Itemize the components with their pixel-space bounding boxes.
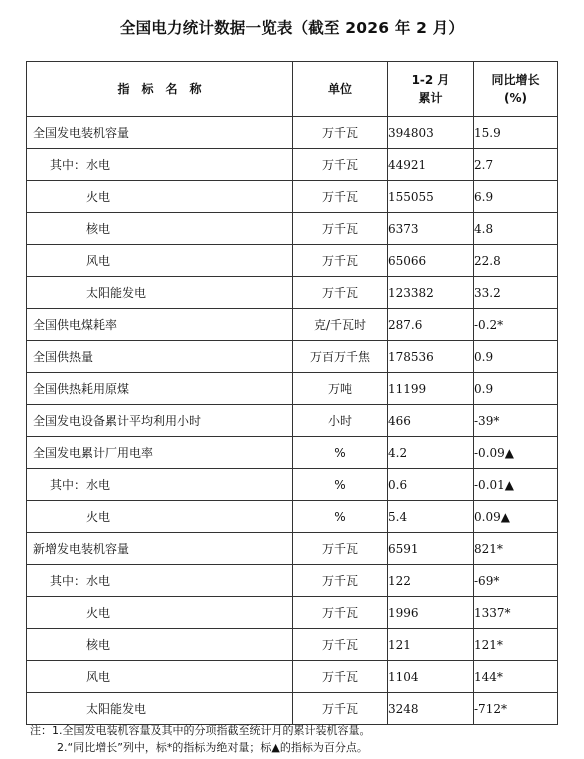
table-row — [27, 597, 558, 629]
indicator-name — [27, 661, 293, 693]
indicator-name-text: 新增发电装机容量 — [33, 542, 130, 556]
footnotes — [30, 722, 570, 756]
indicator-name-text: 其中：水电 — [50, 478, 111, 492]
cumulative-value: 1996 — [388, 597, 474, 629]
table-row — [27, 213, 558, 245]
unit-cell: % — [293, 501, 388, 533]
indicator-name-text: 全国供热量 — [33, 350, 94, 364]
indicator-name — [27, 309, 293, 341]
unit-cell: 小时 — [293, 405, 388, 437]
cumulative-value: 394803 — [388, 117, 474, 149]
yoy-value: -712* — [474, 693, 558, 725]
indicator-name — [27, 149, 293, 181]
table-row — [27, 661, 558, 693]
indicator-name — [27, 245, 293, 277]
unit-cell: 万千瓦 — [293, 533, 388, 565]
table-row — [27, 245, 558, 277]
cumulative-value: 121 — [388, 629, 474, 661]
table-row — [27, 149, 558, 181]
table-row — [27, 533, 558, 565]
yoy-value: 121* — [474, 629, 558, 661]
indicator-name — [27, 341, 293, 373]
cumulative-value: 155055 — [388, 181, 474, 213]
yoy-value: 4.8 — [474, 213, 558, 245]
table-row — [27, 181, 558, 213]
table-row — [27, 469, 558, 501]
table-row — [27, 117, 558, 149]
yoy-value: 1337* — [474, 597, 558, 629]
yoy-value: 15.9 — [474, 117, 558, 149]
indicator-name — [27, 277, 293, 309]
indicator-name — [27, 437, 293, 469]
indicator-name — [27, 501, 293, 533]
yoy-value: -0.09▲ — [474, 437, 558, 469]
cumulative-value: 65066 — [388, 245, 474, 277]
unit-cell: 万千瓦 — [293, 245, 388, 277]
indicator-name-text: 风电 — [86, 670, 111, 684]
cumulative-value: 287.6 — [388, 309, 474, 341]
table-row — [27, 373, 558, 405]
table-row — [27, 277, 558, 309]
cumulative-value: 3248 — [388, 693, 474, 725]
table-row — [27, 501, 558, 533]
cumulative-value: 5.4 — [388, 501, 474, 533]
indicator-name — [27, 213, 293, 245]
indicator-name-text: 太阳能发电 — [86, 286, 147, 300]
cumulative-value: 178536 — [388, 341, 474, 373]
header-indicator-name: 指 标 名 称 — [27, 62, 293, 117]
table-row — [27, 693, 558, 725]
indicator-name — [27, 693, 293, 725]
yoy-value: 33.2 — [474, 277, 558, 309]
table-row — [27, 405, 558, 437]
indicator-name — [27, 629, 293, 661]
indicator-name-text: 太阳能发电 — [86, 702, 147, 716]
indicator-name-text: 火电 — [86, 510, 111, 524]
indicator-name-text: 核电 — [86, 638, 111, 652]
indicator-name — [27, 181, 293, 213]
header-cumulative: 1-2 月 累计 — [388, 62, 474, 117]
table-row — [27, 341, 558, 373]
unit-cell: 万千瓦 — [293, 181, 388, 213]
yoy-value: -69* — [474, 565, 558, 597]
cumulative-value: 1104 — [388, 661, 474, 693]
yoy-value: 2.7 — [474, 149, 558, 181]
yoy-value: -0.01▲ — [474, 469, 558, 501]
unit-cell: 万千瓦 — [293, 693, 388, 725]
unit-cell: 万吨 — [293, 373, 388, 405]
table-row — [27, 309, 558, 341]
table-row — [27, 437, 558, 469]
footnote-2: 2.“同比增长”列中，标*的指标为绝对量；标▲的指标为百分点。 — [57, 741, 368, 754]
indicator-name — [27, 373, 293, 405]
unit-cell: 克/千瓦时 — [293, 309, 388, 341]
yoy-value: 821* — [474, 533, 558, 565]
indicator-name-text: 其中：水电 — [50, 574, 111, 588]
yoy-value: 0.9 — [474, 373, 558, 405]
indicator-name-text: 火电 — [86, 606, 111, 620]
header-yoy: 同比增长 (%) — [474, 62, 558, 117]
yoy-value: 22.8 — [474, 245, 558, 277]
unit-cell: 万百万千焦 — [293, 341, 388, 373]
unit-cell: 万千瓦 — [293, 117, 388, 149]
unit-cell: 万千瓦 — [293, 277, 388, 309]
indicator-name-text: 全国发电装机容量 — [33, 126, 130, 140]
page-title: 全国电力统计数据一览表（截至 2026 年 2 月） — [119, 19, 465, 37]
yoy-value: 0.09▲ — [474, 501, 558, 533]
cumulative-value: 4.2 — [388, 437, 474, 469]
cumulative-value: 6591 — [388, 533, 474, 565]
unit-cell: 万千瓦 — [293, 565, 388, 597]
cumulative-value: 6373 — [388, 213, 474, 245]
unit-cell: % — [293, 437, 388, 469]
yoy-value: 0.9 — [474, 341, 558, 373]
indicator-name-text: 火电 — [86, 190, 111, 204]
header-unit: 单位 — [293, 62, 388, 117]
table-row — [27, 629, 558, 661]
cumulative-value: 44921 — [388, 149, 474, 181]
cumulative-value: 123382 — [388, 277, 474, 309]
table-body — [27, 117, 558, 725]
statistics-table — [26, 61, 558, 725]
cumulative-value: 122 — [388, 565, 474, 597]
table-row — [27, 565, 558, 597]
indicator-name — [27, 117, 293, 149]
yoy-value: 144* — [474, 661, 558, 693]
unit-cell: 万千瓦 — [293, 629, 388, 661]
indicator-name-text: 全国供电煤耗率 — [33, 318, 118, 332]
yoy-value: 6.9 — [474, 181, 558, 213]
unit-cell: 万千瓦 — [293, 661, 388, 693]
indicator-name-text: 全国供热耗用原煤 — [33, 382, 130, 396]
footnote-1: 注：1.全国发电装机容量及其中的分项指截至统计月的累计装机容量。 — [30, 724, 371, 737]
indicator-name — [27, 597, 293, 629]
table-header-row — [27, 62, 558, 117]
unit-cell: 万千瓦 — [293, 597, 388, 629]
cumulative-value: 11199 — [388, 373, 474, 405]
unit-cell: % — [293, 469, 388, 501]
indicator-name-text: 风电 — [86, 254, 111, 268]
yoy-value: -39* — [474, 405, 558, 437]
unit-cell: 万千瓦 — [293, 149, 388, 181]
indicator-name-text: 全国发电累计厂用电率 — [33, 446, 154, 460]
cumulative-value: 0.6 — [388, 469, 474, 501]
indicator-name-text: 核电 — [86, 222, 111, 236]
yoy-value: -0.2* — [474, 309, 558, 341]
indicator-name-text: 全国发电设备累计平均利用小时 — [33, 414, 202, 428]
indicator-name — [27, 533, 293, 565]
indicator-name — [27, 469, 293, 501]
unit-cell: 万千瓦 — [293, 213, 388, 245]
indicator-name — [27, 405, 293, 437]
cumulative-value: 466 — [388, 405, 474, 437]
indicator-name-text: 其中：水电 — [50, 158, 111, 172]
indicator-name — [27, 565, 293, 597]
